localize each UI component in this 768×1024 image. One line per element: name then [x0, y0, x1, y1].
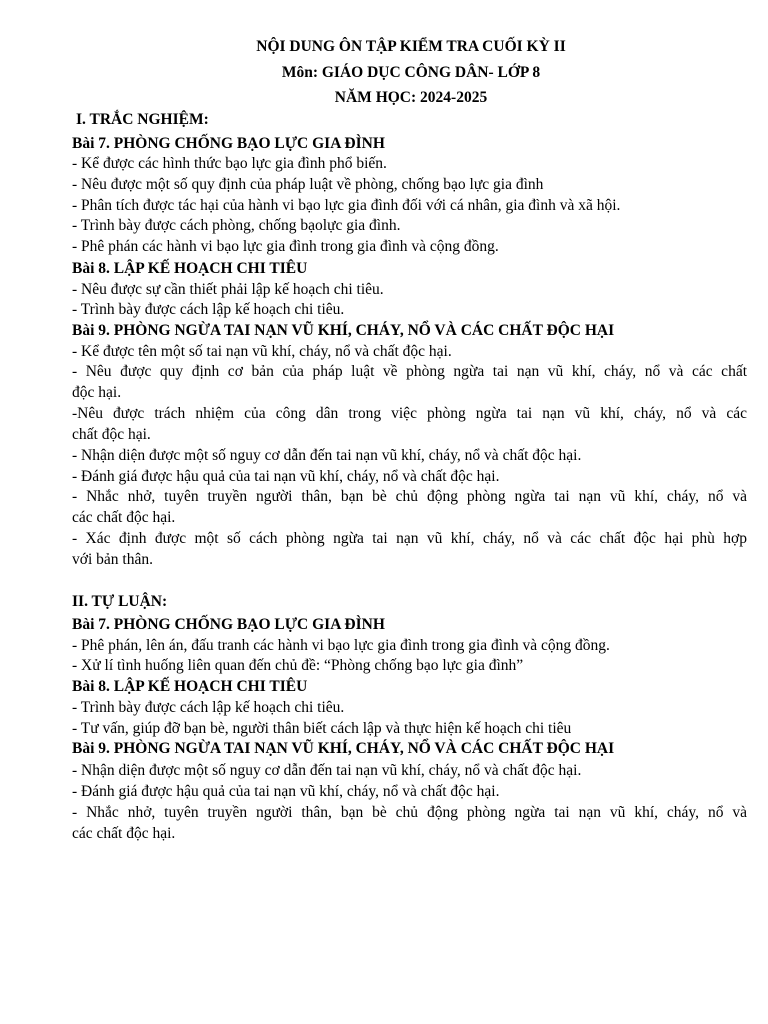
lesson-title-bai9: Bài 9. PHÒNG NGỪA TAI NẠN VŨ KHÍ, CHÁY, NỔ VÀ CÁC CHẤT ĐỘC HẠI	[72, 740, 615, 757]
list-item-continued: các chất độc hại.	[72, 825, 176, 842]
lesson-title-bai8: Bài 8. LẬP KẾ HOẠCH CHI TIÊU	[72, 260, 308, 277]
list-item: - Đánh giá được hậu quả của tai nạn vũ khí, cháy, nổ và chất độc hại.	[72, 468, 500, 485]
lesson-title-bai8: Bài 8. LẬP KẾ HOẠCH CHI TIÊU	[72, 678, 308, 695]
lesson-title-bai9: Bài 9. PHÒNG NGỪA TAI NẠN VŨ KHÍ, CHÁY, NỔ VÀ CÁC CHẤT ĐỘC HẠI	[72, 322, 615, 339]
list-item: - Nhận diện được một số nguy cơ dẫn đến tai nạn vũ khí, cháy, nổ và chất độc hại.	[72, 447, 582, 464]
list-item-continued: các chất độc hại.	[72, 509, 176, 526]
section-heading-tu-luan: II. TỰ LUẬN:	[72, 593, 168, 610]
section-heading-trac-nghiem: I. TRẮC NGHIỆM:	[76, 111, 209, 128]
list-item: - Nhắc nhở, tuyên truyền người thân, bạn bè chủ động phòng ngừa tai nạn vũ khí, cháy, nổ và	[72, 488, 747, 505]
list-item: - Nhận diện được một số nguy cơ dẫn đến tai nạn vũ khí, cháy, nổ và chất độc hại.	[72, 762, 582, 779]
list-item-continued: độc hại.	[72, 384, 122, 401]
list-item: - Phân tích được tác hại của hành vi bạo lực gia đình đối với cá nhân, gia đình và xã hội.	[72, 197, 621, 214]
list-item-continued: chất độc hại.	[72, 426, 151, 443]
list-item: - Xác định được một số cách phòng ngừa tai nạn vũ khí, cháy, nổ và các chất độc hại phù hợp	[72, 530, 747, 547]
list-item: - Trình bày được cách lập kế hoạch chi tiêu.	[72, 301, 345, 318]
list-item: - Tư vấn, giúp đỡ bạn bè, người thân biết cách lập và thực hiện kế hoạch chi tiêu	[72, 720, 572, 737]
lesson-title-bai7: Bài 7. PHÒNG CHỐNG BẠO LỰC GIA ĐÌNH	[72, 135, 385, 152]
list-item: - Trình bày được cách lập kế hoạch chi tiêu.	[72, 699, 345, 716]
doc-school-year: NĂM HỌC: 2024-2025	[334, 89, 488, 106]
list-item: - Đánh giá được hậu quả của tai nạn vũ khí, cháy, nổ và chất độc hại.	[72, 783, 500, 800]
list-item: - Trình bày được cách phòng, chống bạolực gia đình.	[72, 217, 401, 234]
doc-title: NỘI DUNG ÔN TẬP KIỂM TRA CUỐI KỲ II	[256, 38, 566, 55]
list-item: -Nêu được trách nhiệm của công dân trong việc phòng ngừa tai nạn vũ khí, cháy, nổ và các	[72, 405, 747, 422]
list-item: - Kể được tên một số tai nạn vũ khí, cháy, nổ và chất độc hại.	[72, 343, 452, 360]
lesson-title-bai7: Bài 7. PHÒNG CHỐNG BẠO LỰC GIA ĐÌNH	[72, 616, 385, 633]
list-item: - Nhắc nhở, tuyên truyền người thân, bạn bè chủ động phòng ngừa tai nạn vũ khí, cháy, nổ và	[72, 804, 747, 821]
list-item: - Kể được các hình thức bạo lực gia đình phổ biến.	[72, 155, 387, 172]
list-item: - Nêu được một số quy định của pháp luật về phòng, chống bạo lực gia đình	[72, 176, 544, 193]
list-item: - Xử lí tình huống liên quan đến chủ đề: “Phòng chống bạo lực gia đình”	[72, 657, 524, 674]
list-item: - Phê phán các hành vi bạo lực gia đình trong gia đình và cộng đồng.	[72, 238, 499, 255]
doc-subject: Môn: GIÁO DỤC CÔNG DÂN- LỚP 8	[281, 64, 541, 81]
list-item: - Nêu được sự cần thiết phải lập kế hoạch chi tiêu.	[72, 281, 384, 298]
list-item: - Nêu được quy định cơ bản của pháp luật về phòng ngừa tai nạn vũ khí, cháy, nổ và các chất	[72, 363, 747, 380]
list-item-continued: với bản thân.	[72, 551, 153, 568]
list-item: - Phê phán, lên án, đấu tranh các hành vi bạo lực gia đình trong gia đình và cộng đồng.	[72, 637, 610, 654]
